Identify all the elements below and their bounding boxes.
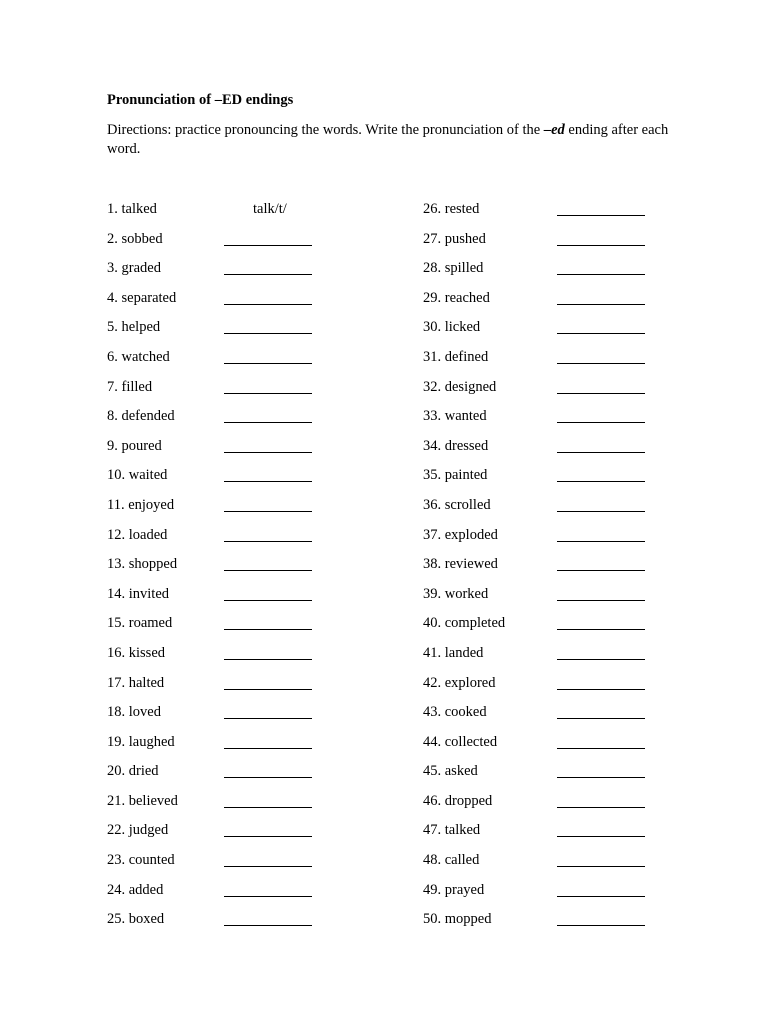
word-label: 24. added — [107, 881, 164, 898]
answer-blank[interactable] — [224, 585, 312, 601]
word-item — [423, 733, 653, 763]
answer-blank[interactable] — [557, 526, 645, 542]
answer-blank[interactable] — [224, 259, 312, 275]
word-item — [107, 437, 337, 467]
word-label: 18. loved — [107, 704, 161, 721]
answer-blank[interactable] — [224, 496, 312, 512]
word-label: 12. loaded — [107, 526, 168, 543]
word-label: 38. reviewed — [423, 556, 498, 573]
word-item — [423, 644, 653, 674]
answer-blank[interactable] — [557, 614, 645, 630]
word-item — [423, 289, 653, 319]
answer-blank[interactable] — [224, 348, 312, 364]
word-label: 50. mopped — [423, 911, 492, 928]
word-label: 43. cooked — [423, 704, 487, 721]
word-label: 28. spilled — [423, 260, 484, 277]
word-label: 9. poured — [107, 437, 162, 454]
word-item — [107, 614, 337, 644]
answer-blank[interactable] — [557, 466, 645, 482]
word-label: 26. rested — [423, 201, 480, 217]
answer-blank[interactable] — [224, 437, 312, 453]
answer-blank[interactable] — [557, 762, 645, 778]
word-label: 30. licked — [423, 319, 481, 336]
word-label: 40. completed — [423, 615, 506, 632]
word-label: 45. asked — [423, 763, 478, 780]
answer-blank[interactable] — [557, 437, 645, 453]
word-item — [107, 466, 337, 496]
word-label: 41. landed — [423, 644, 484, 661]
answer-blank[interactable] — [224, 555, 312, 571]
ed-ending-emphasis: –ed — [543, 122, 565, 138]
word-label: 33. wanted — [423, 408, 487, 425]
answer-blank[interactable] — [224, 821, 312, 837]
word-item — [107, 585, 337, 615]
word-label: 13. shopped — [107, 556, 178, 573]
word-label: 15. roamed — [107, 615, 173, 632]
answer-blank[interactable] — [224, 881, 312, 897]
word-label: 34. dressed — [423, 437, 489, 454]
word-label: 17. halted — [107, 674, 165, 691]
answer-blank[interactable] — [224, 674, 312, 690]
answer-blank[interactable] — [224, 378, 312, 394]
answer-blank[interactable] — [557, 259, 645, 275]
answer-blank[interactable] — [557, 821, 645, 837]
word-item — [423, 496, 653, 526]
word-label: 4. separated — [107, 289, 177, 306]
answer-blank[interactable] — [224, 230, 312, 246]
answer-blank[interactable] — [557, 792, 645, 808]
worksheet-title: Pronunciation of –ED endings — [107, 92, 294, 108]
word-label: 5. helped — [107, 319, 161, 336]
answer-blank[interactable] — [557, 555, 645, 571]
word-item — [107, 851, 337, 881]
word-label: 36. scrolled — [423, 496, 491, 513]
word-label: 22. judged — [107, 822, 169, 839]
answer-blank[interactable] — [557, 230, 645, 246]
answer-blank[interactable] — [224, 289, 312, 305]
answer-blank[interactable] — [557, 733, 645, 749]
word-label: 49. prayed — [423, 881, 485, 898]
word-label: 39. worked — [423, 585, 489, 602]
word-item — [423, 437, 653, 467]
word-label: 37. exploded — [423, 526, 498, 543]
answer-blank[interactable] — [224, 644, 312, 660]
word-item — [423, 851, 653, 881]
answer-blank[interactable] — [557, 348, 645, 364]
answer-blank[interactable] — [557, 289, 645, 305]
word-item — [107, 762, 337, 792]
word-item — [423, 259, 653, 289]
word-item — [423, 378, 653, 408]
answer-blank[interactable] — [557, 496, 645, 512]
word-item — [423, 348, 653, 378]
word-item — [107, 407, 337, 437]
word-label: 6. watched — [107, 348, 170, 365]
word-label: 31. defined — [423, 348, 489, 365]
word-item — [423, 910, 653, 940]
answer-blank[interactable] — [224, 910, 312, 926]
directions-text-end: ending after each word. — [107, 122, 669, 157]
word-item — [423, 703, 653, 733]
answer-blank[interactable] — [557, 881, 645, 897]
word-item — [423, 792, 653, 822]
word-label: 35. painted — [423, 467, 488, 484]
word-item — [107, 910, 337, 940]
answer-blank[interactable] — [224, 466, 312, 482]
word-label: 21. believed — [107, 792, 178, 809]
word-item — [107, 230, 337, 260]
answer-blank[interactable] — [557, 378, 645, 394]
word-item — [107, 674, 337, 704]
word-label: 23. counted — [107, 852, 175, 869]
word-item — [107, 496, 337, 526]
word-label: 16. kissed — [107, 644, 165, 661]
word-item — [107, 703, 337, 733]
word-item — [107, 555, 337, 585]
word-item — [423, 555, 653, 585]
answer-blank[interactable] — [557, 318, 645, 334]
word-item — [423, 407, 653, 437]
answer-blank[interactable] — [224, 792, 312, 808]
word-item — [423, 526, 653, 556]
word-label: 42. explored — [423, 674, 496, 691]
word-item — [423, 466, 653, 496]
word-label: 1. talked — [107, 201, 157, 217]
word-item — [107, 733, 337, 763]
word-item — [423, 200, 653, 230]
word-label: 14. invited — [107, 585, 170, 602]
word-label: 46. dropped — [423, 792, 493, 809]
word-item — [107, 200, 337, 230]
answer-blank[interactable] — [224, 526, 312, 542]
example-answer: talk/t/ — [253, 201, 287, 217]
word-label: 11. enjoyed — [107, 496, 175, 513]
word-label: 19. laughed — [107, 733, 175, 750]
answer-blank[interactable] — [557, 585, 645, 601]
answer-blank[interactable] — [557, 910, 645, 926]
answer-blank[interactable] — [224, 851, 312, 867]
word-label: 7. filled — [107, 378, 153, 395]
word-label: 27. pushed — [423, 230, 486, 247]
word-item — [107, 318, 337, 348]
word-item — [107, 348, 337, 378]
word-item — [423, 230, 653, 260]
word-item — [107, 821, 337, 851]
word-item — [107, 526, 337, 556]
word-label: 48. called — [423, 852, 480, 869]
word-item — [423, 318, 653, 348]
directions-paragraph — [107, 121, 672, 159]
word-item — [423, 585, 653, 615]
word-item — [423, 674, 653, 704]
answer-blank[interactable] — [557, 674, 645, 690]
word-item — [423, 762, 653, 792]
word-item — [423, 881, 653, 911]
word-label: 32. designed — [423, 378, 497, 395]
answer-blank[interactable] — [224, 703, 312, 719]
answer-blank[interactable] — [557, 200, 645, 216]
answer-blank[interactable] — [224, 762, 312, 778]
answer-blank[interactable] — [557, 644, 645, 660]
word-item — [423, 614, 653, 644]
word-label: 10. waited — [107, 467, 168, 484]
word-label: 25. boxed — [107, 911, 165, 928]
answer-blank[interactable] — [557, 851, 645, 867]
word-list-left — [107, 200, 337, 940]
answer-blank[interactable] — [224, 407, 312, 423]
word-label: 29. reached — [423, 289, 490, 306]
answer-blank[interactable] — [224, 733, 312, 749]
word-item — [107, 289, 337, 319]
word-item — [107, 259, 337, 289]
word-item — [107, 881, 337, 911]
word-label: 47. talked — [423, 822, 481, 839]
word-item — [107, 378, 337, 408]
word-list-right — [423, 200, 653, 940]
word-item — [423, 821, 653, 851]
word-label: 44. collected — [423, 733, 498, 750]
word-item — [107, 644, 337, 674]
answer-blank[interactable] — [557, 703, 645, 719]
answer-blank[interactable] — [224, 318, 312, 334]
word-label: 3. graded — [107, 260, 161, 277]
answer-blank[interactable] — [224, 614, 312, 630]
word-label: 20. dried — [107, 763, 159, 780]
word-label: 2. sobbed — [107, 230, 163, 247]
word-item — [107, 792, 337, 822]
word-label: 8. defended — [107, 408, 175, 425]
answer-blank[interactable] — [557, 407, 645, 423]
directions-text: Directions: practice pronouncing the words. Write the pronunciation of the — [107, 122, 544, 138]
